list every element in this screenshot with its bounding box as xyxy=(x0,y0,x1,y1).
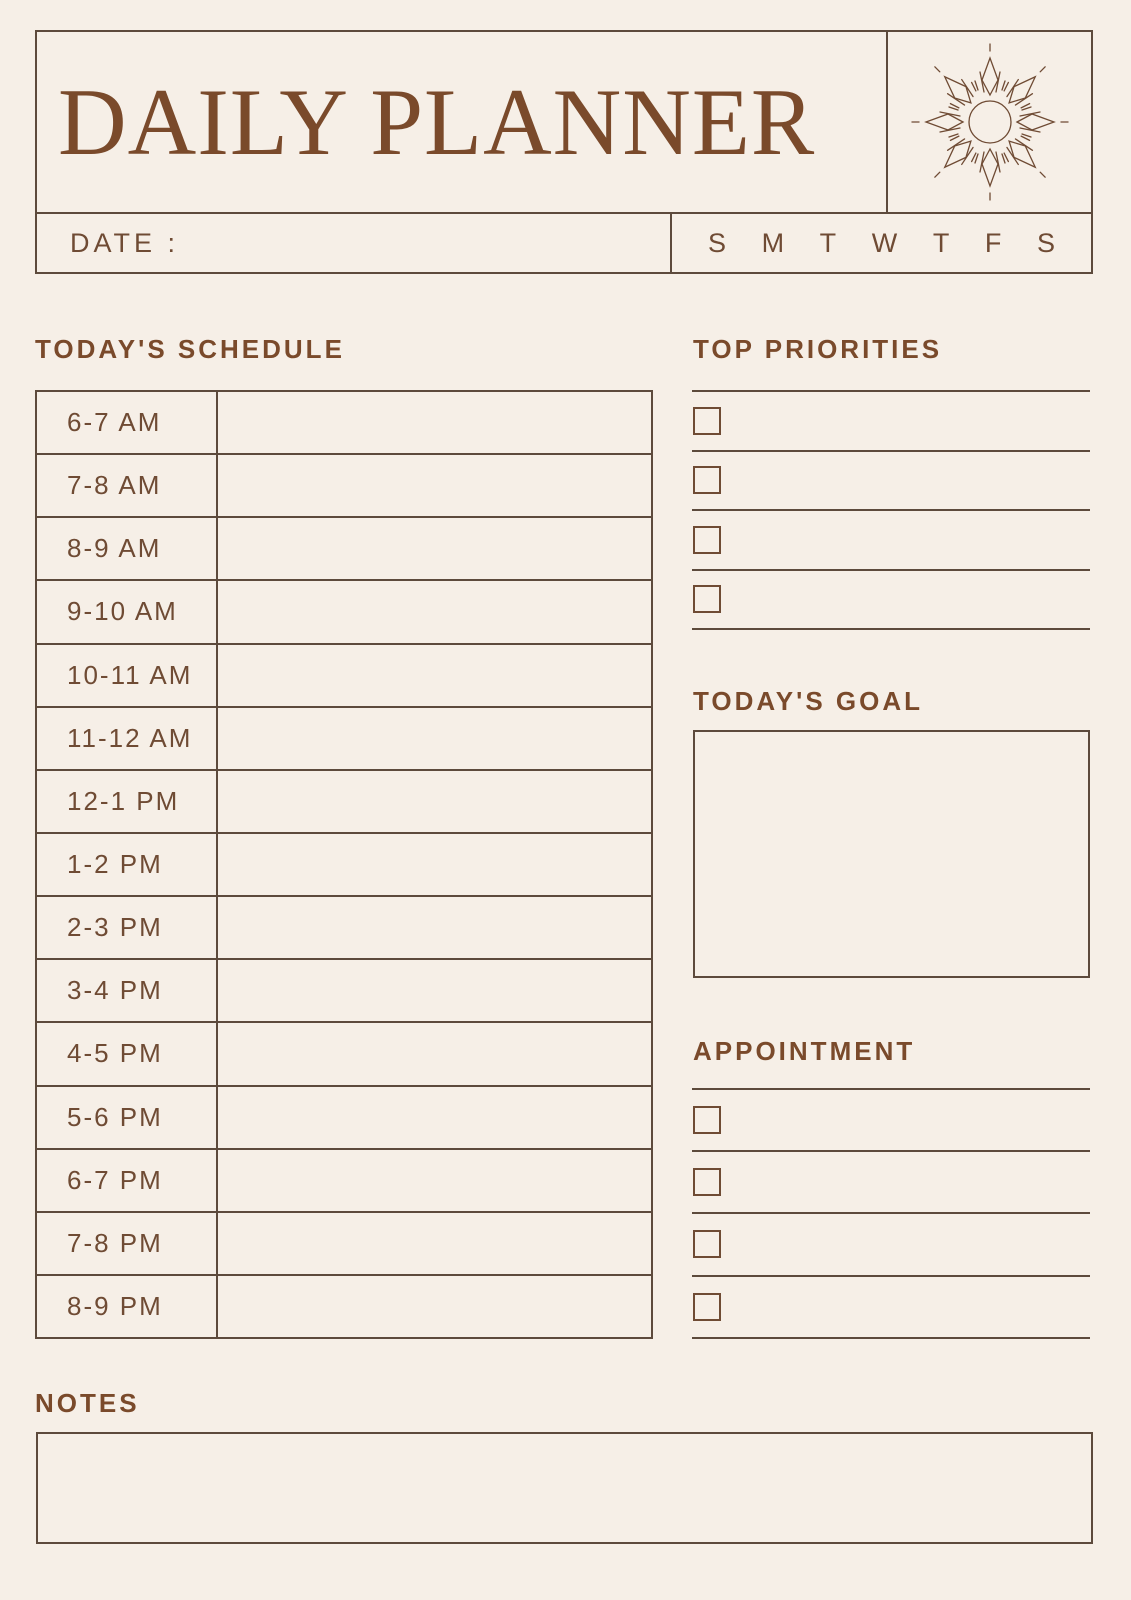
priority-row xyxy=(692,511,1090,571)
date-input[interactable] xyxy=(179,214,670,272)
schedule-entry[interactable] xyxy=(218,581,651,642)
header-block xyxy=(35,30,1093,274)
schedule-entry[interactable] xyxy=(218,834,651,895)
schedule-time-label: 3-4 PM xyxy=(37,960,218,1021)
appointment-line[interactable] xyxy=(721,1090,1090,1150)
sun-icon xyxy=(905,39,1075,205)
schedule-entry[interactable] xyxy=(218,645,651,706)
priority-row xyxy=(692,571,1090,631)
schedule-entry[interactable] xyxy=(218,708,651,769)
schedule-entry[interactable] xyxy=(218,897,651,958)
appointment-checkbox[interactable] xyxy=(693,1230,721,1258)
schedule-time-label: 4-5 PM xyxy=(37,1023,218,1084)
schedule-time-label: 11-12 AM xyxy=(37,708,218,769)
priority-checkbox[interactable] xyxy=(693,407,721,435)
schedule-row xyxy=(37,581,651,644)
schedule-entry[interactable] xyxy=(218,771,651,832)
priority-row xyxy=(692,452,1090,512)
appointment-heading: APPOINTMENT xyxy=(693,1036,916,1066)
header-title-row xyxy=(37,32,1091,212)
date-cell xyxy=(37,214,672,272)
goal-heading: TODAY'S GOAL xyxy=(693,686,923,716)
schedule-entry[interactable] xyxy=(218,1087,651,1148)
day-letter[interactable]: M xyxy=(761,227,785,258)
day-letter[interactable]: T xyxy=(932,227,950,258)
schedule-entry[interactable] xyxy=(218,392,651,453)
schedule-heading: TODAY'S SCHEDULE xyxy=(35,334,345,364)
appointment-checkbox[interactable] xyxy=(693,1168,721,1196)
schedule-entry[interactable] xyxy=(218,1213,651,1274)
appointment-row xyxy=(692,1090,1090,1152)
appointment-checkbox[interactable] xyxy=(693,1293,721,1321)
priorities-heading: TOP PRIORITIES xyxy=(693,334,943,364)
appointment-line[interactable] xyxy=(721,1277,1090,1337)
schedule-row xyxy=(37,1276,651,1337)
schedule-row xyxy=(37,897,651,960)
priority-line[interactable] xyxy=(721,392,1090,450)
schedule-time-label: 2-3 PM xyxy=(37,897,218,958)
schedule-time-label: 6-7 PM xyxy=(37,1150,218,1211)
schedule-entry[interactable] xyxy=(218,518,651,579)
schedule-row xyxy=(37,1213,651,1276)
schedule-entry[interactable] xyxy=(218,1276,651,1337)
schedule-entry[interactable] xyxy=(218,1150,651,1211)
schedule-row xyxy=(37,1087,651,1150)
priority-line[interactable] xyxy=(721,571,1090,629)
appointment-line[interactable] xyxy=(721,1214,1090,1274)
weekday-strip xyxy=(672,214,1091,272)
priority-checkbox[interactable] xyxy=(693,585,721,613)
schedule-row xyxy=(37,392,651,455)
schedule-entry[interactable] xyxy=(218,455,651,516)
schedule-time-label: 7-8 AM xyxy=(37,455,218,516)
priority-checkbox[interactable] xyxy=(693,526,721,554)
schedule-entry[interactable] xyxy=(218,1023,651,1084)
priorities-list xyxy=(692,390,1090,630)
schedule-time-label: 5-6 PM xyxy=(37,1087,218,1148)
schedule-time-label: 10-11 AM xyxy=(37,645,218,706)
schedule-row xyxy=(37,455,651,518)
day-letter[interactable]: T xyxy=(819,227,837,258)
notes-box[interactable] xyxy=(36,1432,1093,1544)
appointment-line[interactable] xyxy=(721,1152,1090,1212)
schedule-time-label: 7-8 PM xyxy=(37,1213,218,1274)
header-date-row xyxy=(37,212,1091,272)
date-label: DATE : xyxy=(70,227,180,258)
appointment-row xyxy=(692,1277,1090,1339)
appointment-list xyxy=(692,1088,1090,1339)
priority-row xyxy=(692,392,1090,452)
schedule-row xyxy=(37,1023,651,1086)
priority-line[interactable] xyxy=(721,511,1090,569)
schedule-row xyxy=(37,960,651,1023)
schedule-time-label: 12-1 PM xyxy=(37,771,218,832)
schedule-row xyxy=(37,645,651,708)
notes-heading: NOTES xyxy=(35,1388,140,1418)
goal-box[interactable] xyxy=(693,730,1090,978)
schedule-entry[interactable] xyxy=(218,960,651,1021)
appointment-row xyxy=(692,1152,1090,1214)
appointment-checkbox[interactable] xyxy=(693,1106,721,1134)
page-title: DAILY PLANNER xyxy=(58,68,816,175)
schedule-row xyxy=(37,1150,651,1213)
schedule-time-label: 6-7 AM xyxy=(37,392,218,453)
priority-line[interactable] xyxy=(721,452,1090,510)
schedule-time-label: 8-9 AM xyxy=(37,518,218,579)
schedule-row xyxy=(37,708,651,771)
day-letter[interactable]: W xyxy=(871,227,898,258)
day-letter[interactable]: S xyxy=(1036,227,1055,258)
schedule-row xyxy=(37,834,651,897)
appointment-row xyxy=(692,1214,1090,1276)
schedule-row xyxy=(37,518,651,581)
day-letter[interactable]: F xyxy=(984,227,1002,258)
title-cell xyxy=(37,32,888,212)
priority-checkbox[interactable] xyxy=(693,466,721,494)
schedule-time-label: 8-9 PM xyxy=(37,1276,218,1337)
sun-cell xyxy=(888,32,1091,212)
schedule-table xyxy=(35,390,653,1339)
day-letter[interactable]: S xyxy=(708,227,727,258)
schedule-time-label: 9-10 AM xyxy=(37,581,218,642)
schedule-time-label: 1-2 PM xyxy=(37,834,218,895)
schedule-row xyxy=(37,771,651,834)
